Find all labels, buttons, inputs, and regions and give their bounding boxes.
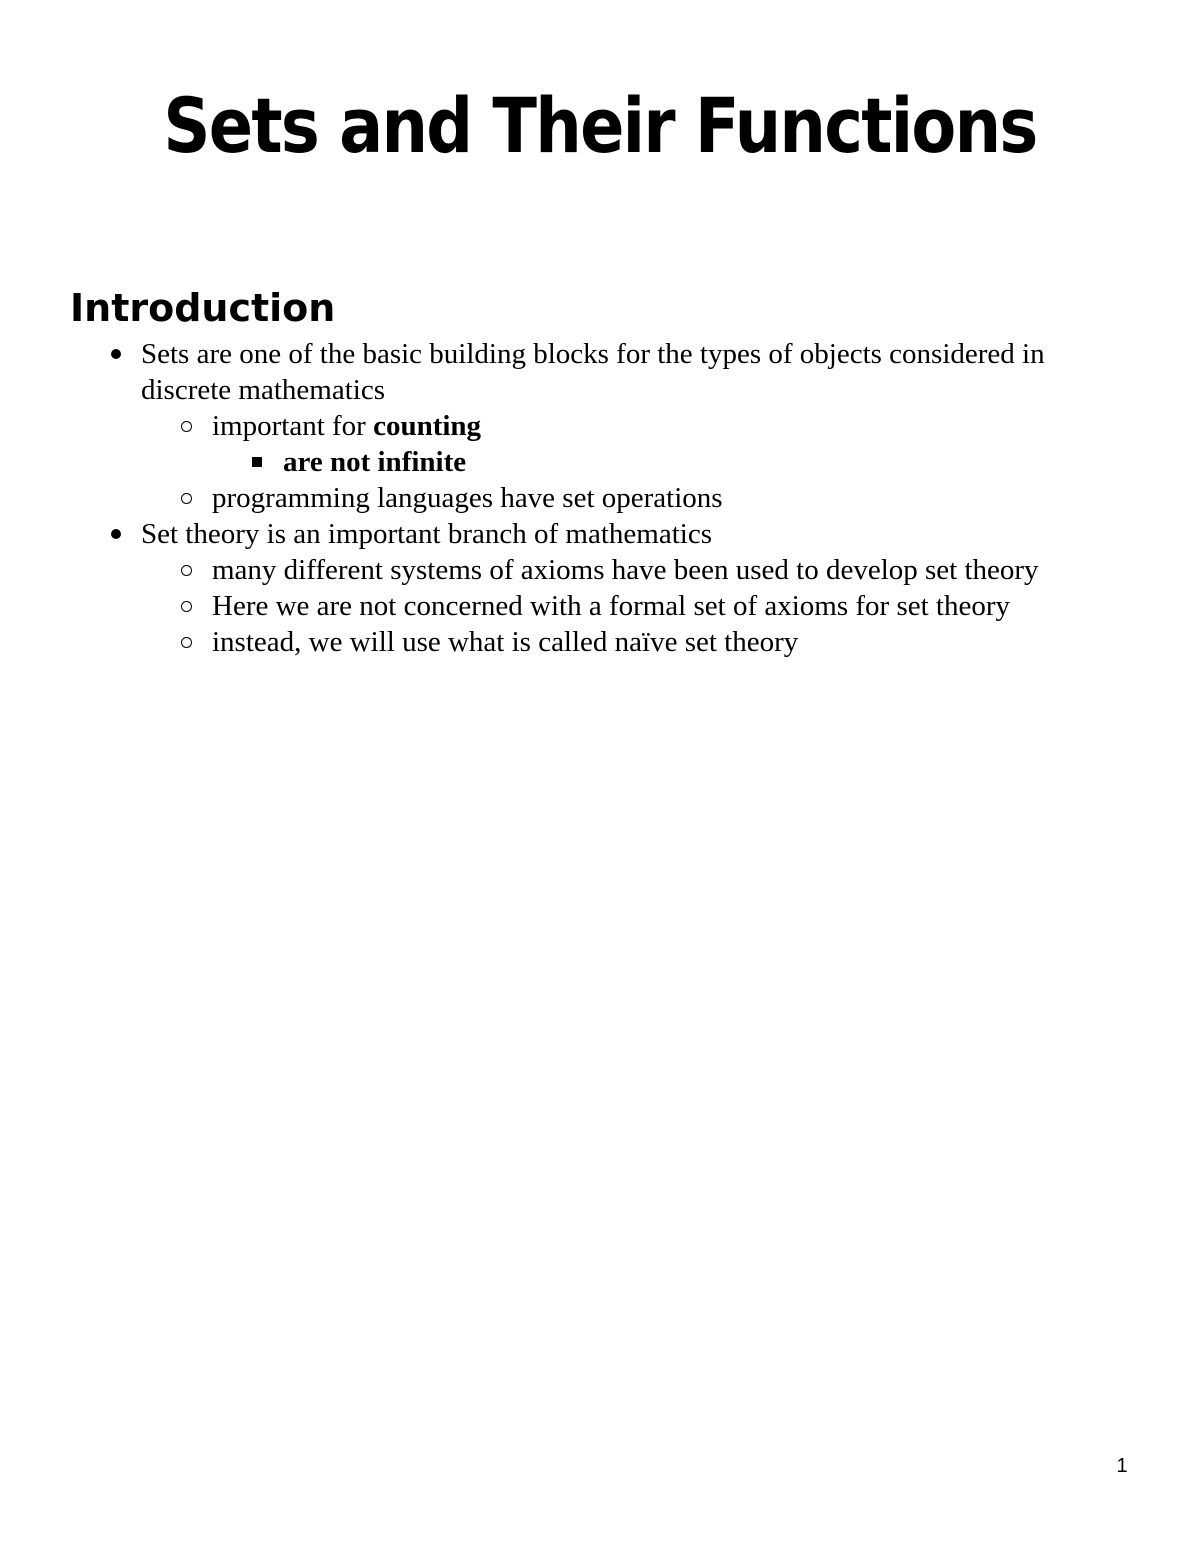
page-number: 1 <box>1116 1455 1128 1477</box>
filled-square-bullet-icon <box>247 444 267 480</box>
hollow-circle-bullet-icon <box>176 408 196 444</box>
emphasis-text: counting <box>373 410 482 442</box>
list-item <box>0 552 1200 588</box>
document-title: Sets and Their Functions <box>163 81 1037 170</box>
list-item-text: Set theory is an important branch of mathematics <box>141 518 712 550</box>
list-item <box>0 444 1200 480</box>
list-item <box>0 516 1200 552</box>
hollow-circle-bullet-icon <box>176 624 196 660</box>
list-item <box>0 408 1200 444</box>
list-item-text: Here we are not concerned with a formal set of axioms for set theory <box>212 590 1010 622</box>
emphasis-text: are not infinite <box>283 446 467 478</box>
list-item-text: many different systems of axioms have been used to develop set theory <box>212 554 1039 586</box>
list-item <box>0 480 1200 516</box>
list-item-text: Sets are one of the basic building blocks for the types of objects considered in discrete mathematics <box>141 338 1045 406</box>
section-heading: Introduction <box>70 286 336 330</box>
list-item <box>0 588 1200 624</box>
bullet-outline <box>0 336 1200 660</box>
hollow-circle-bullet-icon <box>176 480 196 516</box>
hollow-circle-bullet-icon <box>176 552 196 588</box>
list-item-text: important for <box>212 410 374 442</box>
list-item <box>0 336 1200 408</box>
list-item-text: programming languages have set operations <box>212 482 723 514</box>
filled-circle-bullet-icon <box>106 516 126 552</box>
hollow-circle-bullet-icon <box>176 588 196 624</box>
filled-circle-bullet-icon <box>106 336 126 372</box>
list-item-text: instead, we will use what is called naïve set theory <box>212 626 799 658</box>
list-item <box>0 624 1200 660</box>
